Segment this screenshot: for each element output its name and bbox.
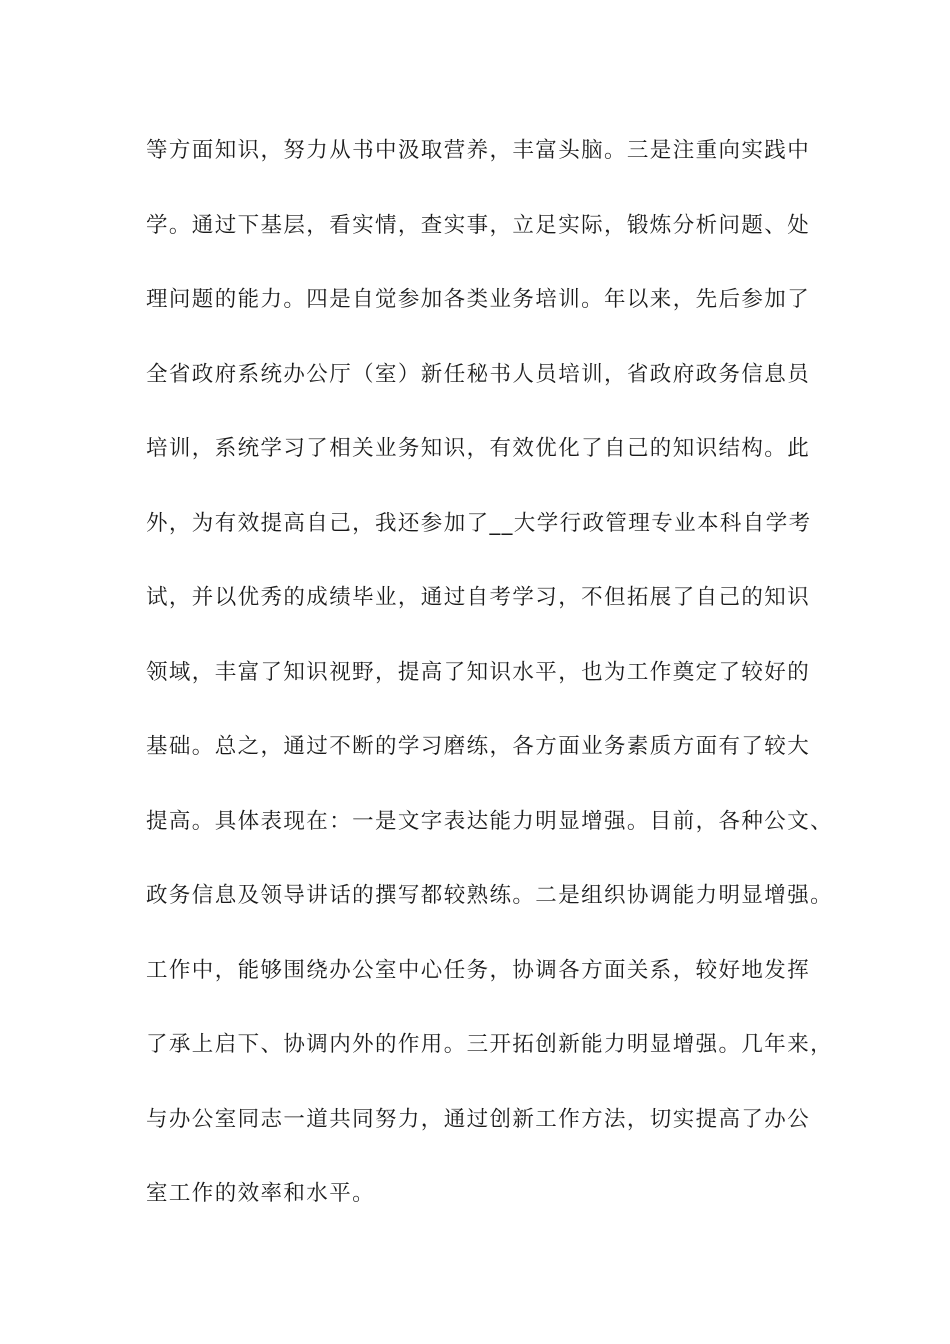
text-line: 等方面知识，努力从书中汲取营养，丰富头脑。三是注重向实践中 xyxy=(146,138,811,163)
text-line: 室工作的效率和水平。 xyxy=(146,1181,376,1206)
text-line: 提高。具体表现在：一是文字表达能力明显增强。目前，各种公文、 xyxy=(146,808,834,834)
text-line: 试，并以优秀的成绩毕业，通过自考学习，不但拓展了自己的知识 xyxy=(146,585,811,610)
text-line: 培训，系统学习了相关业务知识，有效优化了自己的知识结构。此 xyxy=(146,436,811,461)
text-line: 基础。总之，通过不断的学习磨练，各方面业务素质方面有了较大 xyxy=(146,734,811,759)
text-line: 外，为有效提高自己，我还参加了__大学行政管理专业本科自学考 xyxy=(146,510,812,536)
text-line: 领域，丰富了知识视野，提高了知识水平，也为工作奠定了较好的 xyxy=(146,659,811,685)
text-line: 学。通过下基层，看实情，查实事，立足实际，锻炼分析问题、处 xyxy=(146,212,811,238)
text-line: 了承上启下、协调内外的作用。三开拓创新能力明显增强。几年来， xyxy=(146,1032,834,1057)
text-line: 全省政府系统办公厅（室）新任秘书人员培训，省政府政务信息员 xyxy=(146,361,811,387)
text-line: 政务信息及领导讲话的撰写都较熟练。二是组织协调能力明显增强。 xyxy=(146,883,834,908)
body-text xyxy=(146,131,834,1249)
text-line: 与办公室同志一道共同努力，通过创新工作方法，切实提高了办公 xyxy=(146,1106,811,1132)
text-line: 工作中，能够围绕办公室中心任务，协调各方面关系，较好地发挥 xyxy=(146,957,811,983)
text-line: 理问题的能力。四是自觉参加各类业务培训。年以来，先后参加了 xyxy=(146,287,811,312)
